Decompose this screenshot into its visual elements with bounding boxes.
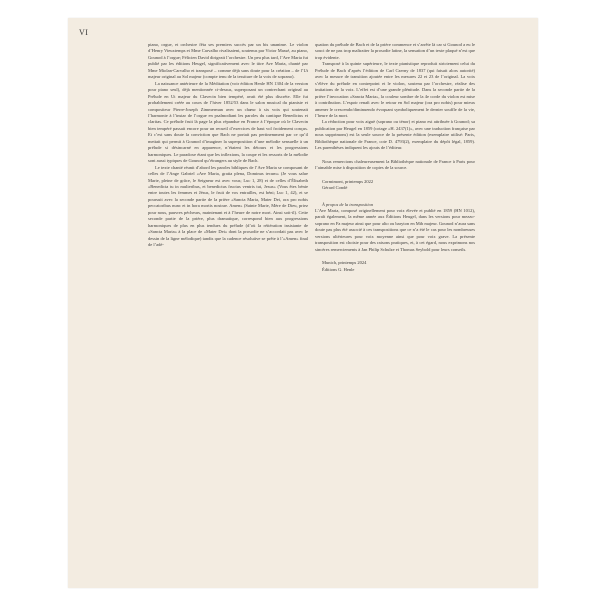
publisher-signature: Éditions G. Henle (322, 266, 355, 272)
paragraph: La réduction pour voix aiguë (soprano ou ténor) et piano est attribuée à Gounod; sa publication par Heugel en 1859 (cotage «H. 2437(1)», avec une traduction française par nous supprimons) est la seule source de la présente édition (exemplaire utilisé: Paris, Bibliothèque nationale de France, cote D. 4793(2), exemplaire du dépôt légal, 1859). Les parenthèses indiquent les ajouts de l’éditeur. (315, 119, 475, 151)
paragraph: La naissance antérieure de la Méditation (voir édition Henle HN 1304 de la version pour piano seul), déjà mentionnée ci-dessus, superposant un contrechant original au Prélude en Ut majeur du Clavecin bien tempéré, avait été plus discrète. Elle fut probablement créée au cours de l’hiver 1852/53 dans le salon musical du pianiste et compositeur Pierre-Joseph Zimmerman avec un chœur à six voix qui soutenait l’harmonie à l’instar de l’orgue en psalmodiant les paroles du cantique Benedictus et claritas. Ce prélude fruit là page la plus répandue en France à l’époque où le Clavecin bien tempéré passait encore pour un recueil d’exercices de haut vol froidement conçus. Et c’est sans doute la conviction que Bach ne portait pas pertinemment par ce qu’il mettait qui permit à Gounod d’imaginer la superposition d’une mélodie sensuelle à un prélude si désincarné en apparence, n’étaient les détours et les progressions harmoniques. Le paradoxe étant que les inflexions, la coupe et les ressorts de la mélodie sont aussi typiques de Gounod qu’étrangers au style de Bach. (148, 80, 308, 164)
place-date: Cormimont, printemps 2022 (322, 178, 374, 184)
page-number: VI (79, 28, 89, 37)
paragraph: L’Ave Maria, composé originellement pour voix élevée et publié en 1859 (HN 1012), paraît également, la même année aux Éditions Heugel, dans les versions pour mezzo-soprano en Fa majeur ainsi que pour alto ou baryton en Mib majeur. Gounod n’aura sans doute pas plus été associé à ces transpositions que ce n’a été le cas pour les nombreuses versions ultérieures pour voix moyenne ainsi que pour voix grave. La présente transposition est choisie pour des raisons pratiques, et, à cet égard, nous exprimons nos sincères remerciements à Jan Philip Schulze et Thomas Seybold pour leurs conseils. (315, 207, 475, 252)
section-heading: À propos de la transposition (322, 201, 374, 207)
paragraph: Le texte chanté réunit d’abord les paroles bibliques de l’Ave Maria se composant de celles de l’Ange Gabriel «Ave Maria, gratia plena, Dominus tecum» (Je vous salue Marie, pleine de grâce, le Seigneur est avec vous; Luc 1, 28) et de celles d’Élisabeth «Benedicta tu in mulieribus, et benedictus fructus ventris tui, Jesus» (Vous êtes bénie entre toutes les femmes et Jésus, le fruit de vos entrailles, est béni; Luc 1, 42), et se poursuit avec la seconde partie de la prière «Sancta Maria, Mater Dei, ora pro nobis peccatoribus nunc et in hora mortis nostrae. Amen» (Sainte Marie, Mère de Dieu, priez pour nous, pauvres pécheurs, maintenant et à l’heure de notre mort. Ainsi soit-il). Cette seconde partie de la prière, plus dramatique, correspond bien aux progressions harmoniques de plus en plus tendues du prélude (d’où la réitération insistante de «Sancta Maria» à la place de «Mater Dei» dont la prosodie ne s’accordait pas avec le dessin de la ligne mélodique) tandis que la cadence résolutive se prête à l’«Amen» final de l’adé- (148, 164, 308, 248)
left-column (148, 42, 308, 249)
right-column (315, 42, 475, 273)
paragraph: quation du prélude de Bach et de la prière commence et s’arrête là car si Gounod a eu le souci de ne pas trop maltraiter la prosodie latine, la sensation d’un texte plaqué n’est que trop évidente. (315, 42, 475, 60)
paragraph: Transposé à la quinte supérieure, le texte pianistique reproduit strictement celui du Prélude de Bach d’après l’édition de Carl Czerny de 1837 (qui faisait alors autorité) avec la mesure de transition ajoutée entre les mesures 22 et 23 de l’original. La voix s’élève du prélude en contrepoint et le violon, soutenu par l’orchestre, réalise des imitations de la voix. L’effet est d’une grande plénitude. Dans la seconde partie de la prière l’invocation «Sancta Maria», la couleur sombre de la 4e corde du violon est mise à contribution. L’espoir renaît avec le retour en Sol majeur (ora pro nobis) pour mieux amener le crescendo/diminuendo évoquant symboliquement le dernier souffle de la vie, l’heure de la mort. (315, 61, 475, 118)
paragraph: piano, orgue, et orchestre fêta ses premiers succès par un bis unanime. Le violon d’Henry Vieuxtemps et Mme Carvalho rivalisaient, soutenus par Victor Massé, au piano, Gounod à l’orgue; Félicien David dirigeait l’orchestre. Un peu plus tard, l’Ave Maria fut publié par les éditions Heugel, significativement avec le titre Ave Maria, chanté par Mme Miolan-Carvalho et transposé – comme déjà sans doute pour la création – de l’Ut majeur original au Sol majeur (compte tenu de la tessiture de la voix de soprano). (148, 42, 308, 80)
author-signature: Gérard Condé (322, 185, 348, 191)
acknowledgement: Nous remercions chaleureusement la Bibliothèque nationale de France à Paris pour l’aimable mise à disposition de copies de la source. (315, 158, 475, 171)
place-date: Munich, printemps 2024 (322, 260, 367, 266)
